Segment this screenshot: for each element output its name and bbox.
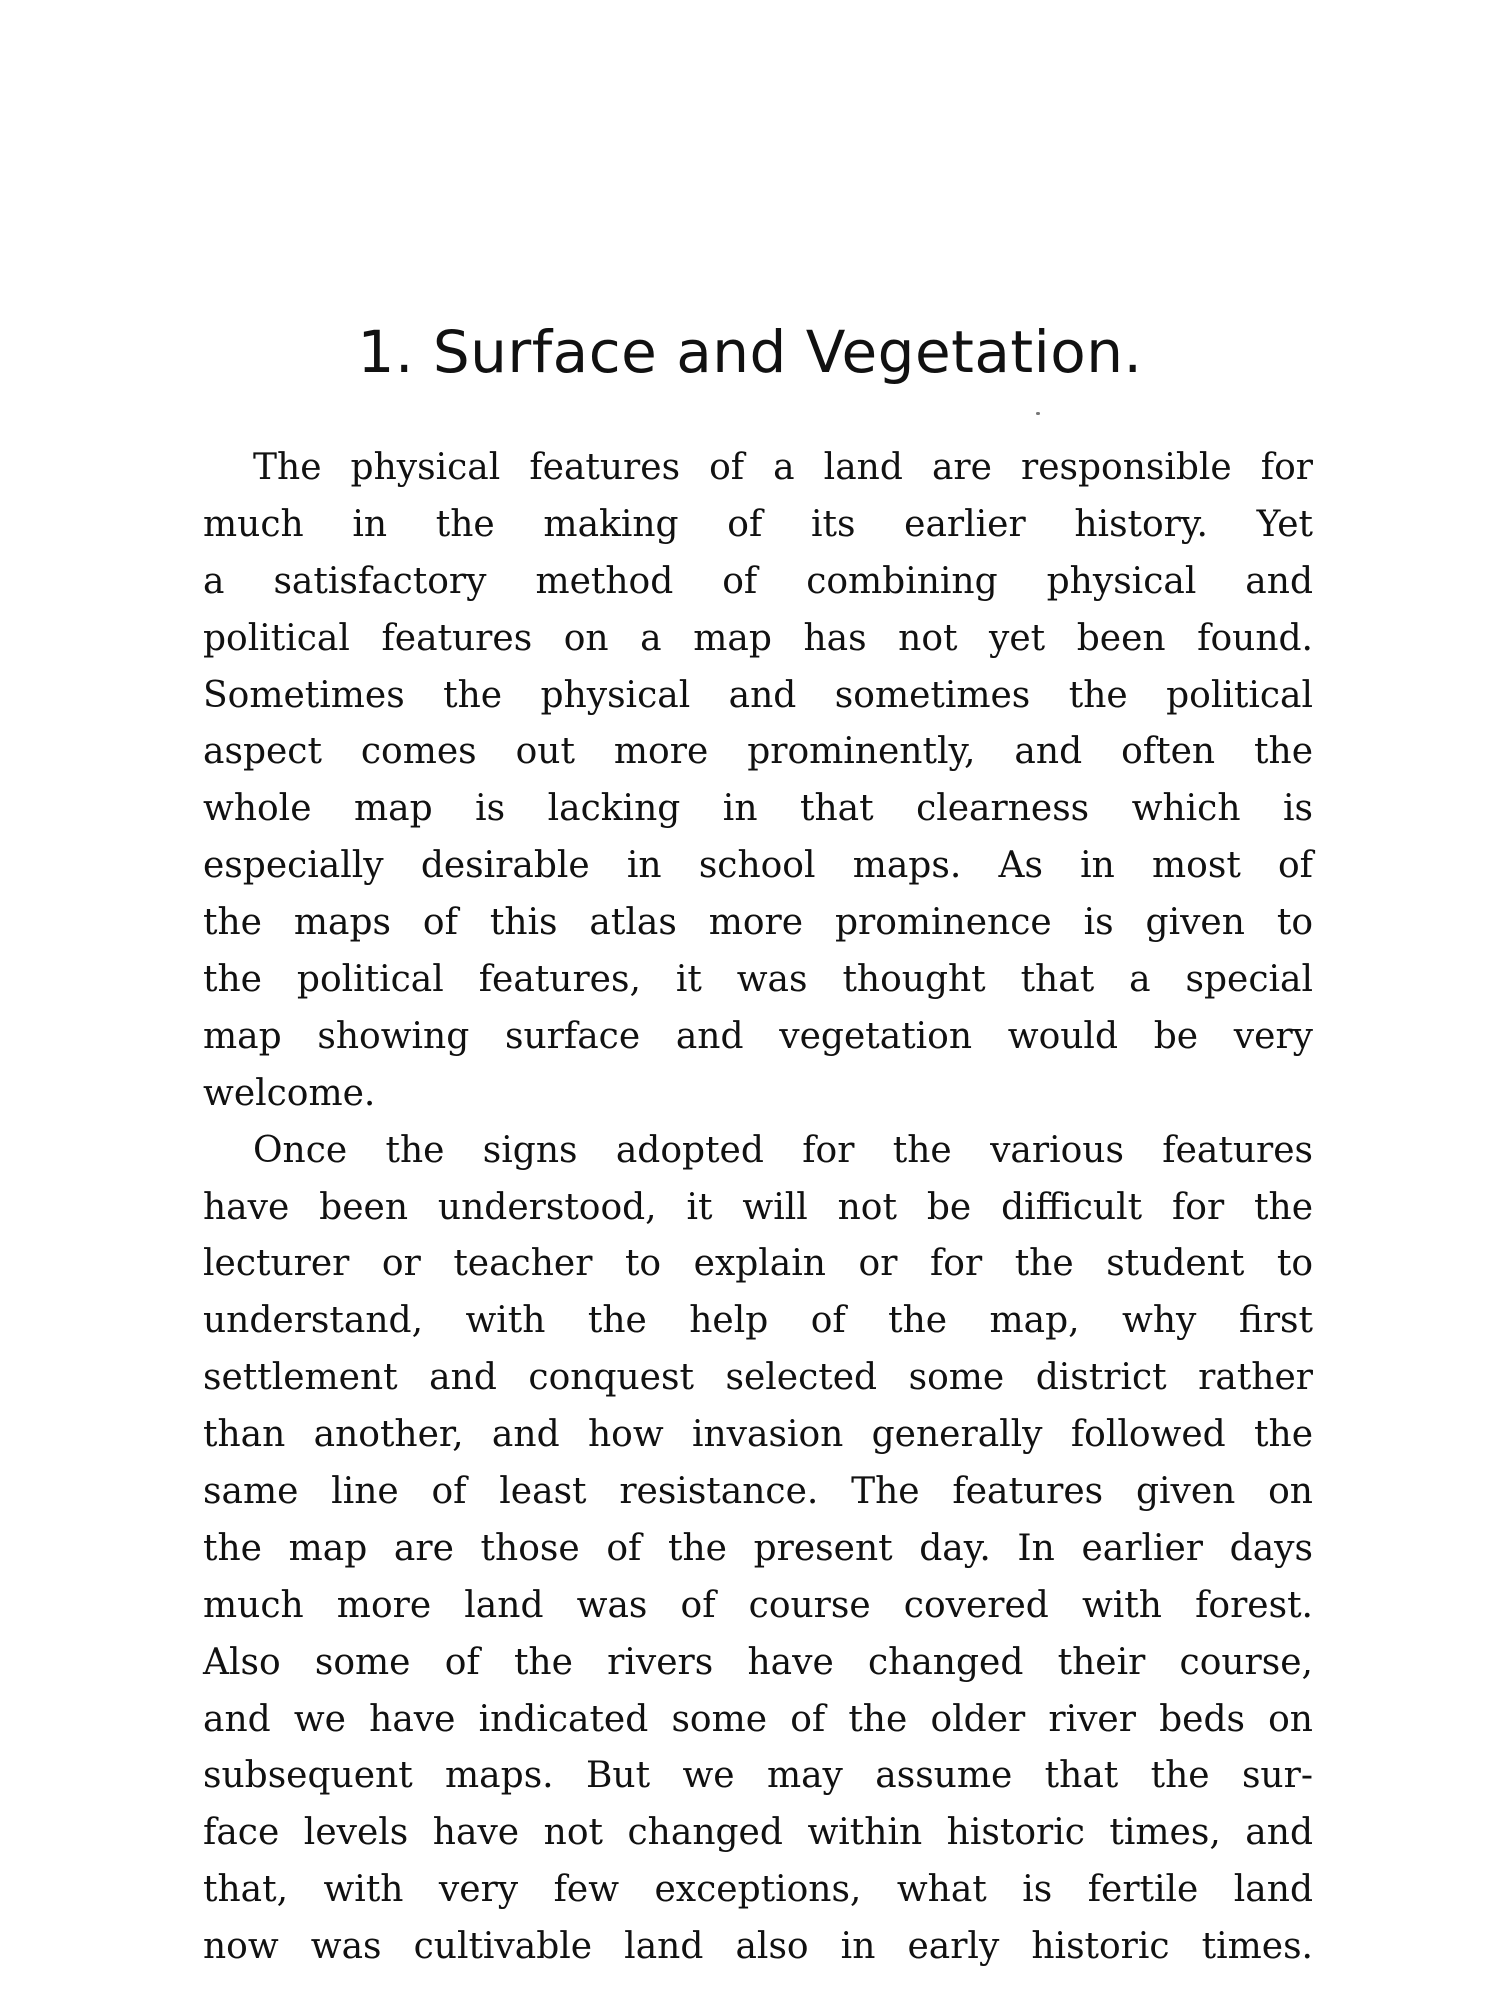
text-line: face levels have not changed within historic times, and (203, 1812, 1313, 1854)
text-line: settlement and conquest selected some district rather (203, 1357, 1313, 1399)
text-line: now was cultivable land also in early historic times. (203, 1926, 1313, 1968)
text-line: understand, with the help of the map, why first (203, 1300, 1313, 1342)
text-line: a satisfactory method of combining physical and (203, 560, 1313, 602)
section-heading: 1. Surface and Vegetation. (357, 318, 1143, 386)
text-line: Sometimes the physical and sometimes the political (203, 674, 1313, 716)
text-line: especially desirable in school maps. As in most of (203, 845, 1313, 887)
text-line: the maps of this atlas more prominence is given to (203, 902, 1313, 944)
text-line: map showing surface and vegetation would be very (203, 1015, 1313, 1057)
text-line: The physical features of a land are responsible for (253, 447, 1313, 488)
text-line: the map are those of the present day. In earlier days (203, 1527, 1313, 1569)
text-line: have been understood, it will not be difficult for the (203, 1186, 1313, 1228)
text-line: much in the making of its earlier history. Yet (203, 503, 1313, 545)
text-line: the political features, it was thought that a special (203, 959, 1313, 1001)
text-line: welcome. (203, 1072, 376, 1114)
text-line: aspect comes out more prominently, and often the (203, 731, 1313, 773)
text-line: lecturer or teacher to explain or for the student to (203, 1243, 1313, 1285)
text-line: and we have indicated some of the older river beds on (203, 1698, 1313, 1740)
text-line: than another, and how invasion generally followed the (203, 1414, 1313, 1456)
paragraph-2 (203, 1123, 1313, 1976)
text-line: same line of least resistance. The features given on (203, 1471, 1313, 1513)
print-speck (1036, 412, 1040, 415)
text-line: Also some of the rivers have changed their course, (203, 1641, 1313, 1683)
paragraph-1 (203, 440, 1313, 1123)
text-line: that, with very few exceptions, what is fertile land (203, 1869, 1313, 1911)
text-line: whole map is lacking in that clearness which is (203, 788, 1313, 830)
text-line: subsequent maps. But we may assume that the sur- (203, 1755, 1313, 1797)
text-line: Once the signs adopted for the various features (253, 1129, 1313, 1171)
body-text (203, 440, 1313, 1976)
text-line: much more land was of course covered with forest. (203, 1584, 1313, 1626)
text-line: political features on a map has not yet been found. (203, 617, 1313, 659)
